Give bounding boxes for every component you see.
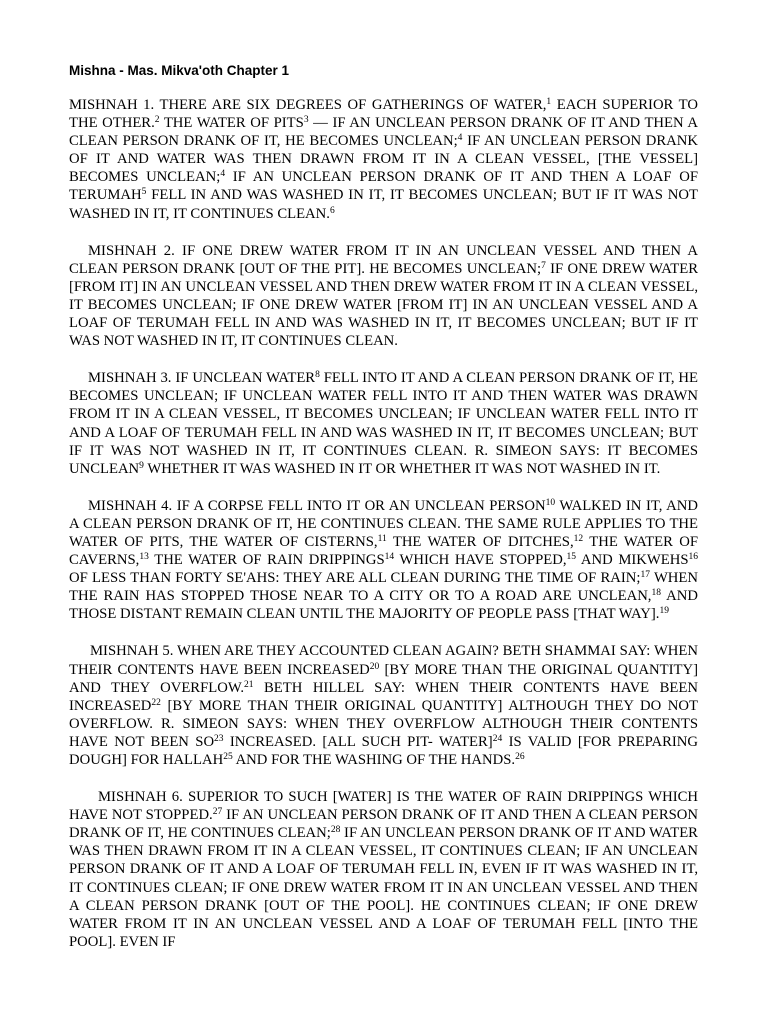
footnote-marker: 3 xyxy=(303,115,309,126)
paragraph-text: THE WATER OF PITS xyxy=(159,115,304,132)
paragraph-text: — IF AN UNCLEAN PERSON DRANK OF IT AND THEN A CLEAN PERSON DRANK OF IT, HE BECOMES UNCLEAN; xyxy=(69,115,698,150)
paragraph-text: THE WATER OF RAIN DRIPPINGS xyxy=(148,552,385,569)
paragraph-text: [BY MORE THAN THEIR ORIGINAL QUANTITY] ALTHOUGH THEY DO NOT OVERFLOW. R. SIMEON SAYS: WHEN THEY OVERFLOW ALTHOUGH THEIR CONTENTS HAVE NOT BEEN SO xyxy=(69,697,698,750)
footnote-marker: 13 xyxy=(139,552,149,563)
footnote-marker: 23 xyxy=(214,733,224,744)
footnote-marker: 16 xyxy=(688,552,698,563)
footnote-marker: 20 xyxy=(369,661,380,672)
mishnah-paragraph xyxy=(69,497,698,624)
mishnah-paragraph xyxy=(69,242,698,351)
mishnah-paragraph xyxy=(69,788,698,951)
paragraph-text: MISHNAH 1. THERE ARE SIX DEGREES OF GATHERINGS OF WATER, xyxy=(69,97,547,113)
paragraph-text: FELL IN AND WAS WASHED IN IT, IT BECOMES UNCLEAN; BUT IF IT WAS NOT WASHED IN IT, IT CONTINUES CLEAN. xyxy=(69,187,698,222)
paragraph-text: OF LESS THAN FORTY SE'AHS: THEY ARE ALL CLEAN DURING THE TIME OF RAIN; xyxy=(69,570,641,587)
paragraph-text: MISHNAH 4. IF A CORPSE FELL INTO IT OR AN UNCLEAN PERSON xyxy=(88,497,546,514)
mishnah-paragraph xyxy=(69,642,698,769)
paragraph-text: MISHNAH 5. WHEN ARE THEY ACCOUNTED CLEAN AGAIN? BETH SHAMMAI SAY: WHEN THEIR CONTENTS HAVE BEEN INCREASED xyxy=(69,643,698,678)
paragraph-text: WHEN THE RAIN HAS STOPPED THOSE NEAR TO A CITY OR TO A ROAD ARE UNCLEAN, xyxy=(69,570,698,605)
footnote-marker: 11 xyxy=(377,533,387,544)
paragraph-text: IF ONE DREW WATER [FROM IT] IN AN UNCLEAN VESSEL AND THEN DREW WATER FROM IT IN A CLEAN VESSEL, IT BECOMES UNCLEAN; IF ONE DREW WATER [FROM IT] IN AN UNCLEAN VESSEL AND A LOAF OF TERUMAH FELL IN AND WAS WASHED IN IT, IT BECOMES UNCLEAN; BUT IF IT WAS NOT WASHED IN IT, IT CONTINUES CLEAN. xyxy=(69,260,698,350)
footnote-marker: 14 xyxy=(384,552,395,563)
paragraph-text: AND FOR THE WASHING OF THE HANDS. xyxy=(232,752,516,768)
paragraph-text: IF AN UNCLEAN PERSON DRANK OF IT AND THEN A LOAF OF TERUMAH xyxy=(69,169,699,204)
paragraph-text: IF AN UNCLEAN PERSON DRANK OF IT AND THEN A CLEAN PERSON DRANK OF IT, HE CONTINUES CLEAN; xyxy=(69,807,698,842)
footnote-marker: 8 xyxy=(315,370,320,381)
paragraph-text: INCREASED. [ALL SUCH PIT- WATER] xyxy=(223,733,493,750)
footnote-marker: 18 xyxy=(651,588,661,599)
document-title: Mishna - Mas. Mikva'oth Chapter 1 xyxy=(69,63,290,78)
paragraph-text: MISHNAH 6. SUPERIOR TO SUCH [WATER] IS THE WATER OF RAIN DRIPPINGS WHICH HAVE NOT STOPPED. xyxy=(69,789,698,824)
paragraph-text: [BY MORE THAN THE ORIGINAL QUANTITY] AND THEY OVERFLOW. xyxy=(69,661,698,696)
footnote-marker: 1 xyxy=(546,97,552,107)
footnote-marker: 10 xyxy=(545,497,556,508)
paragraph-text: BETH HILLEL SAY: WHEN THEIR CONTENTS HAVE BEEN INCREASED xyxy=(69,679,698,714)
mishnah-paragraph xyxy=(69,96,698,223)
paragraph-text: IF AN UNCLEAN PERSON DRANK OF IT AND WATER WAS THEN DRAWN FROM IT IN A CLEAN VESSEL, IT CONTINUES CLEAN; IF AN UNCLEAN PERSON DRANK OF IT AND A LOAF OF TERUMAH FELL IN, EVEN IF IT WAS WASHED IN IT, IT CONTINUES CLEAN; IF ONE DREW WATER FROM IT IN AN UNCLEAN VESSEL AND THEN A CLEAN PERSON DRANK [OUT OF THE POOL]. HE CONTINUES CLEAN; IF ONE DREW WATER FROM IT IN AN UNCLEAN VESSEL AND A LOAF OF TERUMAH FELL [INTO THE POOL]. EVEN IF xyxy=(69,825,698,950)
footnote-marker: 25 xyxy=(223,752,233,762)
footnote-marker: 15 xyxy=(566,552,577,563)
footnote-marker: 24 xyxy=(492,733,503,744)
paragraph-text: AND MIKWEHS xyxy=(576,552,689,569)
footnote-marker: 4 xyxy=(220,169,226,180)
footnote-marker: 5 xyxy=(141,187,147,198)
paragraph-text: EACH SUPERIOR TO THE OTHER. xyxy=(69,97,698,132)
mishnah-paragraph xyxy=(69,369,698,478)
paragraph-text: WHETHER IT WAS WASHED IN IT OR WHETHER IT WAS NOT WASHED IN IT. xyxy=(143,460,661,477)
footnote-marker: 6 xyxy=(329,205,335,216)
paragraph-text: MISHNAH 3. IF UNCLEAN WATER xyxy=(88,370,316,387)
paragraph-text: FELL INTO IT AND A CLEAN PERSON DRANK OF IT, HE BECOMES UNCLEAN; IF UNCLEAN WATER FELL INTO IT AND THEN WATER WAS DRAWN FROM IT IN A CLEAN VESSEL, IT BECOMES UNCLEAN; IF UNCLEAN WATER FELL INTO IT AND A LOAF OF TERUMAH FELL IN AND WAS WASHED IN IT, IT BECOMES UNCLEAN; BUT IF IT WAS NOT WASHED IN IT, IT CONTINUES CLEAN. R. SIMEON SAYS: IT BECOMES UNCLEAN xyxy=(69,370,699,477)
footnote-marker: 12 xyxy=(573,533,584,544)
footnote-marker: 17 xyxy=(640,570,650,581)
footnote-marker: 27 xyxy=(212,807,223,818)
paragraph-text: AND THOSE DISTANT REMAIN CLEAN UNTIL THE MAJORITY OF PEOPLE PASS [THAT WAY]. xyxy=(69,588,698,623)
footnote-marker: 26 xyxy=(515,752,525,762)
paragraph-text: IS VALID [FOR PREPARING DOUGH] FOR HALLAH xyxy=(69,733,698,768)
document-page xyxy=(69,62,698,970)
footnote-marker: 22 xyxy=(151,697,161,708)
footnote-marker: 28 xyxy=(330,825,341,836)
footnote-marker: 4 xyxy=(457,133,463,144)
footnote-marker: 2 xyxy=(154,115,160,126)
footnote-marker: 9 xyxy=(139,460,144,471)
footnote-marker: 7 xyxy=(541,260,546,271)
footnote-marker: 21 xyxy=(244,679,254,690)
paragraph-text: IF AN UNCLEAN PERSON DRANK OF IT AND WATER WAS THEN DRAWN FROM IT IN A CLEAN VESSEL, [THE VESSEL] BECOMES UNCLEAN; xyxy=(69,133,698,186)
document-body xyxy=(69,96,698,951)
paragraph-text: WHICH HAVE STOPPED, xyxy=(394,552,567,569)
footnote-marker: 19 xyxy=(659,606,669,617)
paragraph-text: WALKED IN IT, AND A CLEAN PERSON DRANK OF IT, HE CONTINUES CLEAN. THE SAME RULE APPLIES TO THE WATER OF PITS, THE WATER OF CISTERNS, xyxy=(69,497,698,550)
paragraph-text: THE WATER OF CAVERNS, xyxy=(69,533,699,569)
paragraph-text: MISHNAH 2. IF ONE DREW WATER FROM IT IN AN UNCLEAN VESSEL AND THEN A CLEAN PERSON DRANK [OUT OF THE PIT]. HE BECOMES UNCLEAN; xyxy=(69,242,698,277)
paragraph-text: THE WATER OF DITCHES, xyxy=(386,533,574,550)
